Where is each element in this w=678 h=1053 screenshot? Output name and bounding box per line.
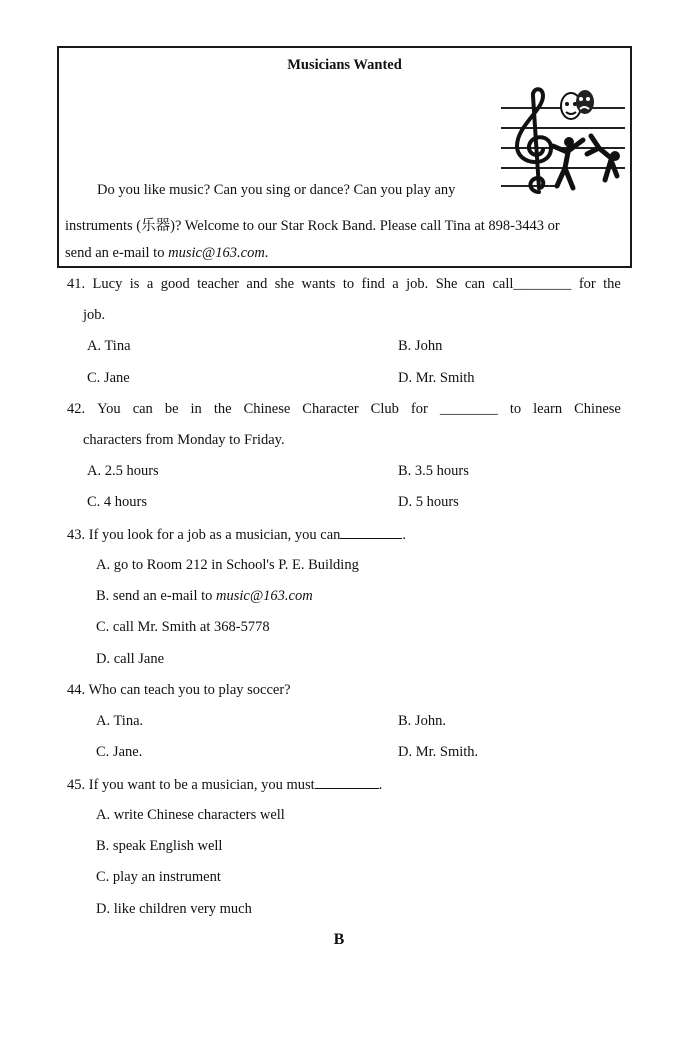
q45-stem-end: . bbox=[378, 777, 383, 793]
q42-option-d: D. 5 hours bbox=[398, 494, 459, 510]
q41-stem-word: can bbox=[464, 276, 486, 292]
q45-option-a: A. write Chinese characters well bbox=[96, 807, 285, 823]
q41-stem-word: a bbox=[392, 276, 399, 292]
q42-stem-word: Chinese bbox=[243, 401, 291, 417]
ad-box bbox=[57, 46, 632, 268]
q44-option-a: A. Tina. bbox=[96, 713, 144, 729]
q42-stem-word: 42. bbox=[67, 401, 86, 417]
q44-option-d: D. Mr. Smith. bbox=[398, 744, 479, 760]
q41-stem-word: wants bbox=[301, 276, 336, 292]
q41-stem-word: and bbox=[246, 276, 268, 292]
q41-option-c: C. Jane bbox=[87, 370, 130, 386]
q41-stem-word: find bbox=[361, 276, 385, 292]
q43-stem-text: 43. If you look for a job as a musician, you can bbox=[67, 527, 341, 543]
q41-stem-word: Lucy bbox=[92, 276, 123, 292]
q42-stem-cont: characters from Monday to Friday. bbox=[83, 432, 285, 448]
q43-option-d: D. call Jane bbox=[96, 651, 165, 667]
q43-blank bbox=[340, 526, 402, 539]
q41-stem-word: for bbox=[578, 276, 596, 292]
q41-stem-word: job. bbox=[406, 276, 429, 292]
q41-stem-word: is bbox=[129, 276, 140, 292]
q41-stem-word: a bbox=[146, 276, 154, 292]
q43-option-a: A. go to Room 212 in School's P. E. Building bbox=[96, 557, 359, 573]
q43-option-c: C. call Mr. Smith at 368-5778 bbox=[96, 619, 270, 635]
q41-stem-word: She bbox=[435, 276, 458, 292]
q45-blank bbox=[315, 776, 379, 789]
q42-stem-word: Chinese bbox=[574, 401, 621, 417]
q42-option-b: B. 3.5 hours bbox=[398, 463, 469, 479]
music-illustration-icon bbox=[499, 84, 627, 196]
q44-option-b: B. John. bbox=[398, 713, 446, 729]
ad-line-3 bbox=[65, 245, 268, 262]
q41-stem-word: the bbox=[603, 276, 621, 292]
q45-option-d: D. like children very much bbox=[96, 901, 252, 917]
q42-option-a: A. 2.5 hours bbox=[87, 463, 159, 479]
q41-stem-word: good bbox=[160, 276, 190, 292]
q45-option-c: C. play an instrument bbox=[96, 869, 221, 885]
ad-line-2: instruments (乐器)? Welcome to our Star Rock Band. Please call Tina at 898-3443 or bbox=[65, 218, 560, 234]
q42-stem bbox=[67, 401, 621, 418]
q41-stem-word: she bbox=[274, 276, 295, 292]
q41-stem-word: 41. bbox=[67, 276, 86, 292]
q42-stem-word: can bbox=[132, 401, 153, 417]
q44-stem: 44. Who can teach you to play soccer? bbox=[67, 682, 291, 698]
q41-option-b: B. John bbox=[398, 338, 443, 354]
ad-line-3-suffix: . bbox=[264, 245, 269, 261]
q41-option-a: A. Tina bbox=[87, 338, 131, 354]
q41-stem-word: teacher bbox=[197, 276, 239, 292]
q42-stem-word: ________ bbox=[439, 401, 498, 417]
q43-stem-end: . bbox=[402, 527, 407, 543]
q41-stem-word: to bbox=[342, 276, 355, 292]
q43-option-b bbox=[96, 588, 313, 605]
q42-stem-word: for bbox=[410, 401, 428, 417]
q43-option-b-text: B. send an e-mail to bbox=[96, 588, 217, 604]
ad-line-1: Do you like music? Can you sing or dance? Can you play any bbox=[97, 182, 456, 198]
q41-stem bbox=[67, 276, 621, 293]
q45-stem bbox=[67, 776, 382, 794]
q42-stem-word: Character bbox=[302, 401, 359, 417]
ad-email: music@163.com bbox=[168, 245, 265, 261]
q43-option-b-email: music@163.com bbox=[216, 588, 313, 604]
q42-stem-word: learn bbox=[533, 401, 563, 417]
section-b-label: B bbox=[333, 931, 345, 948]
q43-stem bbox=[67, 526, 406, 544]
q42-stem-word: be bbox=[164, 401, 179, 417]
q42-option-c: C. 4 hours bbox=[87, 494, 148, 510]
q45-stem-text: 45. If you want to be a musician, you must bbox=[67, 777, 315, 793]
q44-option-c: C. Jane. bbox=[96, 744, 143, 760]
q41-stem-cont: job. bbox=[83, 307, 106, 323]
q41-option-d: D. Mr. Smith bbox=[398, 370, 475, 386]
q42-stem-word: Club bbox=[370, 401, 399, 417]
q42-stem-word: to bbox=[509, 401, 522, 417]
q42-stem-word: in bbox=[190, 401, 202, 417]
q45-option-b: B. speak English well bbox=[96, 838, 223, 854]
q41-stem-word: call________ bbox=[492, 276, 572, 292]
ad-title: Musicians Wanted bbox=[287, 57, 402, 73]
ad-line-3-prefix: send an e-mail to bbox=[65, 245, 169, 261]
q42-stem-word: the bbox=[213, 401, 232, 417]
q42-stem-word: You bbox=[97, 401, 121, 417]
